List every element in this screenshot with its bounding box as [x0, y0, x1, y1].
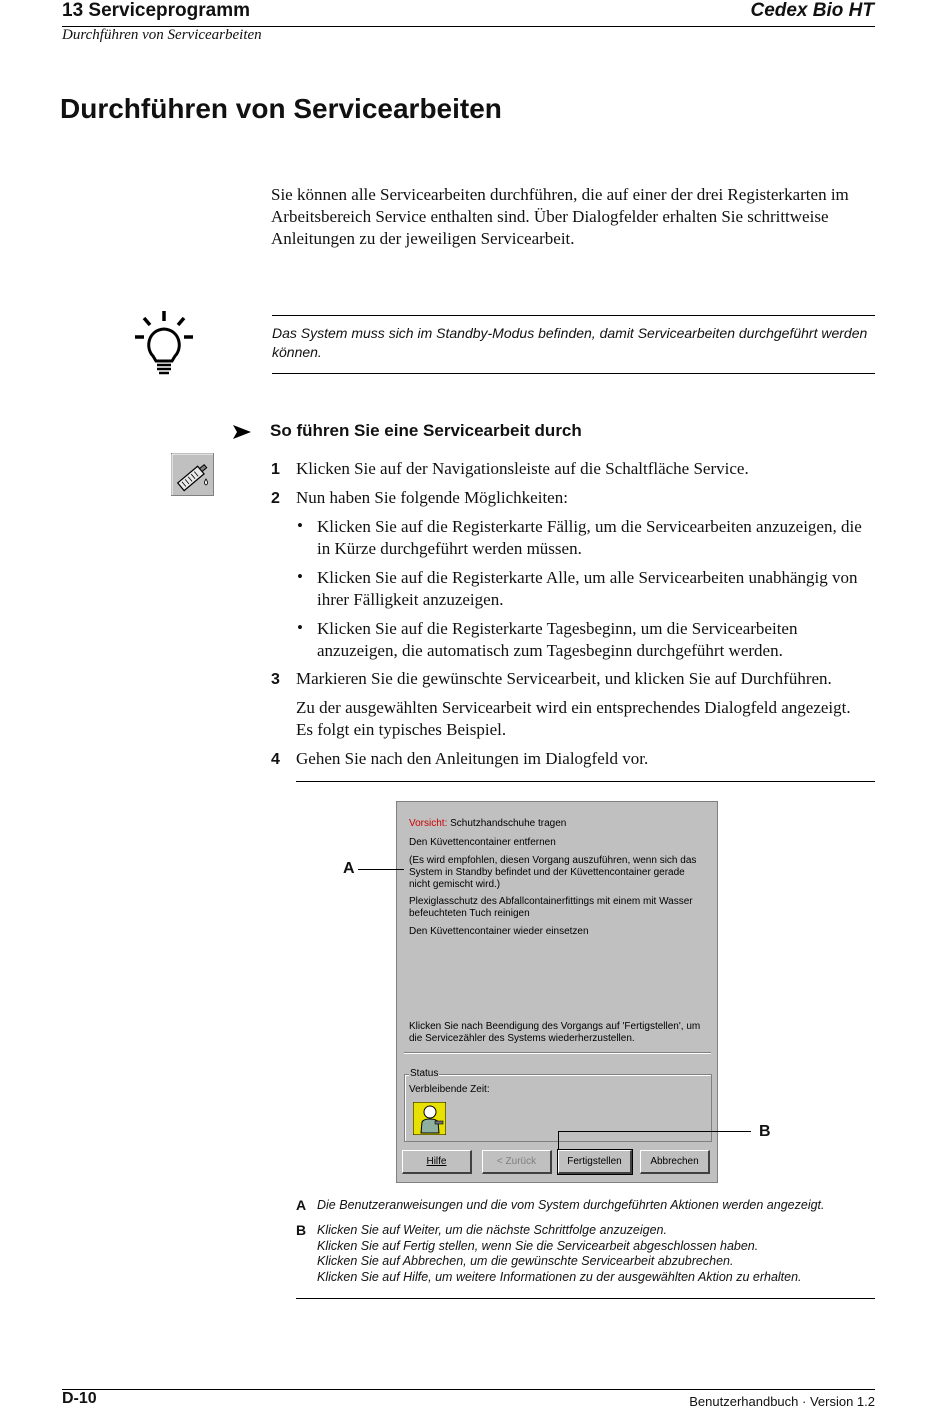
service-technician-icon: [413, 1102, 446, 1135]
help-button[interactable]: Hilfe: [402, 1150, 472, 1174]
step-text: Klicken Sie auf der Navigationsleiste auf die Schaltfläche Service.: [296, 459, 749, 478]
instruction-line: Plexiglasschutz des Abfallcontainerfittings mit einem mit Wasser befeuchteten Tuch reinigen: [409, 896, 693, 919]
figure-rule-top: [296, 781, 875, 782]
caution-line: [409, 818, 709, 830]
bullet-dot: •: [297, 618, 303, 637]
legend-letter: A: [296, 1197, 307, 1213]
callout-line-a: [358, 869, 404, 870]
caution-label: Vorsicht:: [409, 818, 448, 829]
step-text: Gehen Sie nach den Anleitungen im Dialogfeld vor.: [296, 749, 649, 768]
bullet-text: Klicken Sie auf die Registerkarte Alle, um alle Servicearbeiten unabhängig von ihrer Fälligkeit anzuzeigen.: [317, 568, 858, 609]
legend-letter: B: [296, 1222, 307, 1238]
step-text: Nun haben Sie folgende Möglichkeiten:: [296, 488, 568, 507]
back-button[interactable]: < Zurück: [482, 1150, 552, 1174]
legend-text: Klicken Sie auf Weiter, um die nächste Schrittfolge anzuzeigen.: [317, 1223, 667, 1237]
instruction-line: Den Küvettencontainer wieder einsetzen: [409, 926, 589, 937]
note-rule-top: [272, 315, 875, 316]
intro-paragraph: Sie können alle Servicearbeiten durchführen, die auf einer der drei Registerkarten im Arbeitsbereich Service enthalten sind. Über Dialogfelder erhalten Sie schrittweise Anleitungen zu der jeweiligen Servicearbeit.: [271, 185, 849, 248]
finish-button[interactable]: Fertigstellen: [558, 1150, 632, 1174]
page-number: D-10: [62, 1390, 97, 1407]
cancel-button[interactable]: Abbrechen: [640, 1150, 710, 1174]
note-rule-bottom: [272, 373, 875, 374]
instruction-line: (Es wird empfohlen, diesen Vorgang auszuführen, wenn sich das System in Standby befindet und der Küvettencontainer gerade nicht gemischt wird.): [409, 855, 697, 890]
callout-label-b: B: [759, 1123, 771, 1140]
footer-rule: [62, 1389, 875, 1390]
manual-version: Benutzerhandbuch · Version 1.2: [689, 1394, 875, 1409]
caution-text: Schutzhandschuhe tragen: [447, 818, 567, 829]
dialog-separator: [404, 1052, 711, 1054]
lightbulb-icon: [132, 308, 196, 376]
chapter-title: 13 Serviceprogramm: [62, 0, 250, 21]
note-text: Das System muss sich im Standby-Modus befinden, damit Servicearbeiten durchgeführt werden können.: [272, 325, 868, 360]
status-label: Status: [410, 1068, 439, 1079]
legend-text: Klicken Sie auf Fertig stellen, wenn Sie die Servicearbeit abgeschlossen haben.: [317, 1239, 759, 1253]
legend-text: Klicken Sie auf Hilfe, um weitere Informationen zu der ausgewählten Aktion zu erhalten.: [317, 1270, 802, 1284]
bullet-text: Klicken Sie auf die Registerkarte Fällig, um die Servicearbeiten anzuzeigen, die in Kürze durchgeführt werden müssen.: [317, 517, 862, 558]
figure-rule-bottom: [296, 1298, 875, 1299]
section-subtitle: Durchführen von Servicearbeiten: [62, 27, 262, 43]
procedure-heading: So führen Sie eine Servicearbeit durch: [270, 421, 582, 440]
remaining-time-label: Verbleibende Zeit:: [409, 1084, 490, 1095]
bullet-text: Klicken Sie auf die Registerkarte Tagesbeginn, um die Servicearbeiten anzuzeigen, die automatisch zum Tagesbeginn durchgeführt werden.: [317, 619, 798, 660]
legend-text: Klicken Sie auf Abbrechen, um die gewünschte Servicearbeit abzubrechen.: [317, 1254, 734, 1268]
callout-line-b-drop: [558, 1131, 559, 1150]
bullet-dot: •: [297, 567, 303, 586]
procedure-arrow-icon: [233, 425, 251, 439]
product-name: Cedex Bio HT: [750, 0, 874, 21]
instruction-line: Den Küvettencontainer entfernen: [409, 837, 556, 848]
service-dialog: [396, 801, 718, 1183]
step-number: 4: [271, 751, 280, 768]
step-number: 1: [271, 461, 280, 478]
legend-text: Die Benutzeranweisungen und die vom System durchgeführten Aktionen werden angezeigt.: [317, 1198, 825, 1212]
callout-line-b: [558, 1131, 751, 1132]
step-number: 3: [271, 671, 280, 688]
finish-hint: Klicken Sie nach Beendigung des Vorgangs auf 'Fertigstellen', um die Servicezähler des Systems wiederherzustellen.: [409, 1021, 701, 1044]
bullet-dot: •: [297, 516, 303, 535]
page-title: Durchführen von Servicearbeiten: [60, 93, 502, 124]
service-button-icon: [171, 453, 214, 496]
step-detail: Zu der ausgewählten Servicearbeit wird ein entsprechendes Dialogfeld angezeigt. Es folgt ein typisches Beispiel.: [296, 698, 851, 739]
step-text: Markieren Sie die gewünschte Servicearbeit, und klicken Sie auf Durchführen.: [296, 669, 832, 688]
step-number: 2: [271, 490, 280, 507]
callout-label-a: A: [343, 860, 355, 877]
